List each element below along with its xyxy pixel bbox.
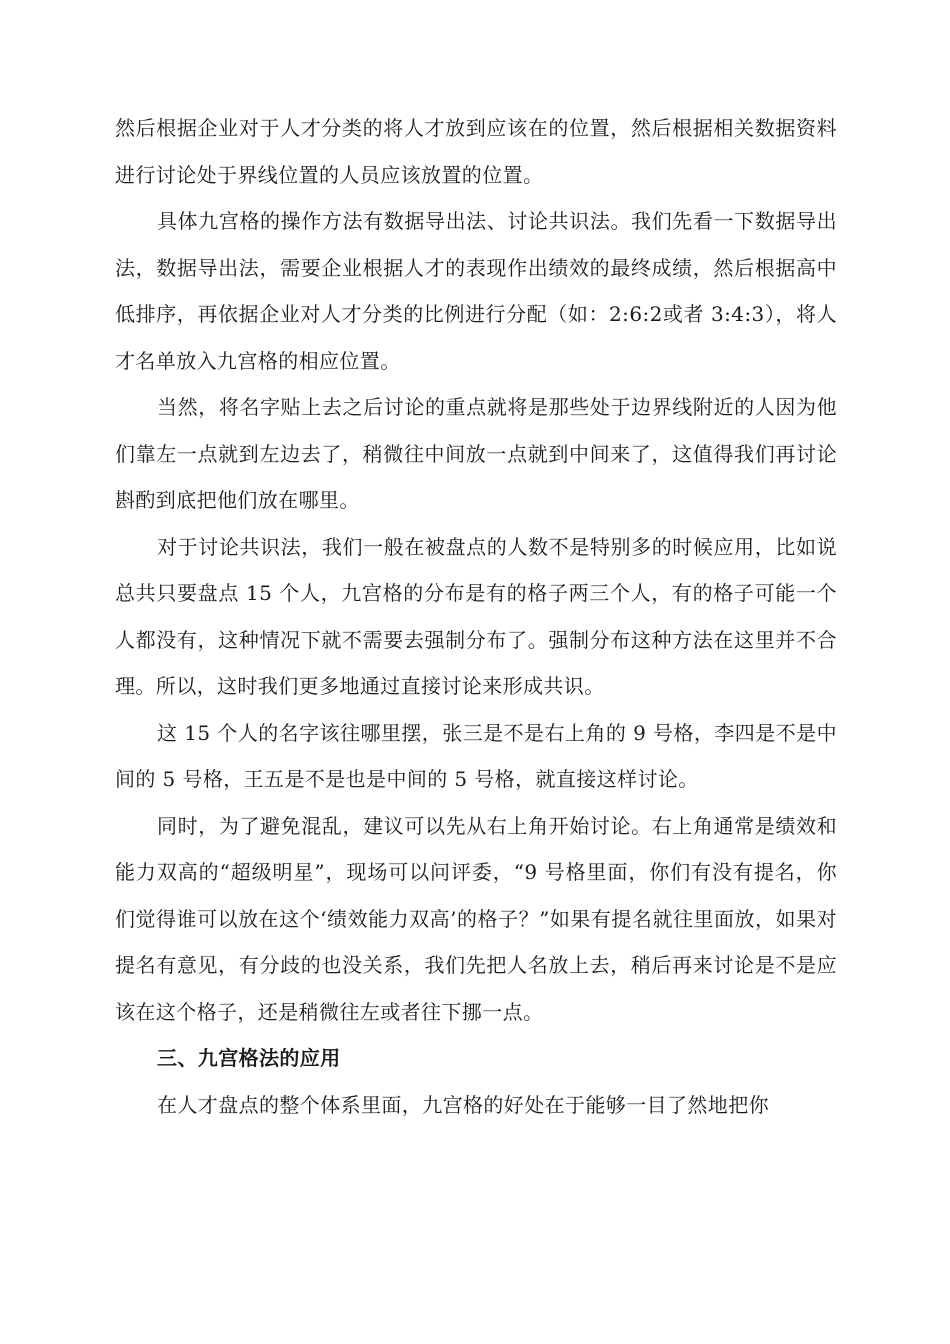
paragraph-placement-discussion: 然后根据企业对于人才分类的将人才放到应该在的位置，然后根据相关数据资料进行讨论处于界线位置的人员应该放置的位置。 [115, 116, 837, 187]
document-body [115, 105, 837, 1128]
paragraph-start-top-right: 同时，为了避免混乱，建议可以先从右上角开始讨论。右上角通常是绩效和能力双高的“超级明星”，现场可以问评委，“9 号格里面，你们有没有提名，你们觉得谁可以放在这个‘绩效能力双高’的格子？”如果有提名就往里面放，如果对提名有意见，有分歧的也没关系，我们先把人名放上去，稍后再来讨论是不是应该在这个格子，还是稍微往左或者往下挪一点。 [115, 813, 837, 1024]
paragraph-operation-methods: 具体九宫格的操作方法有数据导出法、讨论共识法。我们先看一下数据导出法，数据导出法，需要企业根据人才的表现作出绩效的最终成绩，然后根据高中低排序，再依据企业对人才分类的比例进行分配（如：2:6:2或者 3:4:3），将人才名单放入九宫格的相应位置。 [115, 209, 837, 373]
paragraph-boundary-discussion: 当然，将名字贴上去之后讨论的重点就将是那些处于边界线附近的人因为他们靠左一点就到左边去了，稍微往中间放一点就到中间来了，这值得我们再讨论斟酌到底把他们放在哪里。 [115, 395, 837, 512]
section-heading: 三、九宫格法的应用 [157, 1046, 341, 1070]
paragraph-consensus-method: 对于讨论共识法，我们一般在被盘点的人数不是特别多的时候应用，比如说总共只要盘点 15 个人，九宫格的分布是有的格子两三个人，有的格子可能一个人都没有，这种情况下就不需要去强制分布了。强制分布这种方法在这里并不合理。所以，这时我们更多地通过直接讨论来形成共识。 [115, 534, 837, 698]
paragraph-placement-example: 这 15 个人的名字该往哪里摆，张三是不是右上角的 9 号格，李四是不是中间的 5 号格，王五是不是也是中间的 5 号格，就直接这样讨论。 [115, 720, 837, 791]
paragraph-application-intro: 在人才盘点的整个体系里面，九宫格的好处在于能够一目了然地把你 [157, 1092, 769, 1117]
